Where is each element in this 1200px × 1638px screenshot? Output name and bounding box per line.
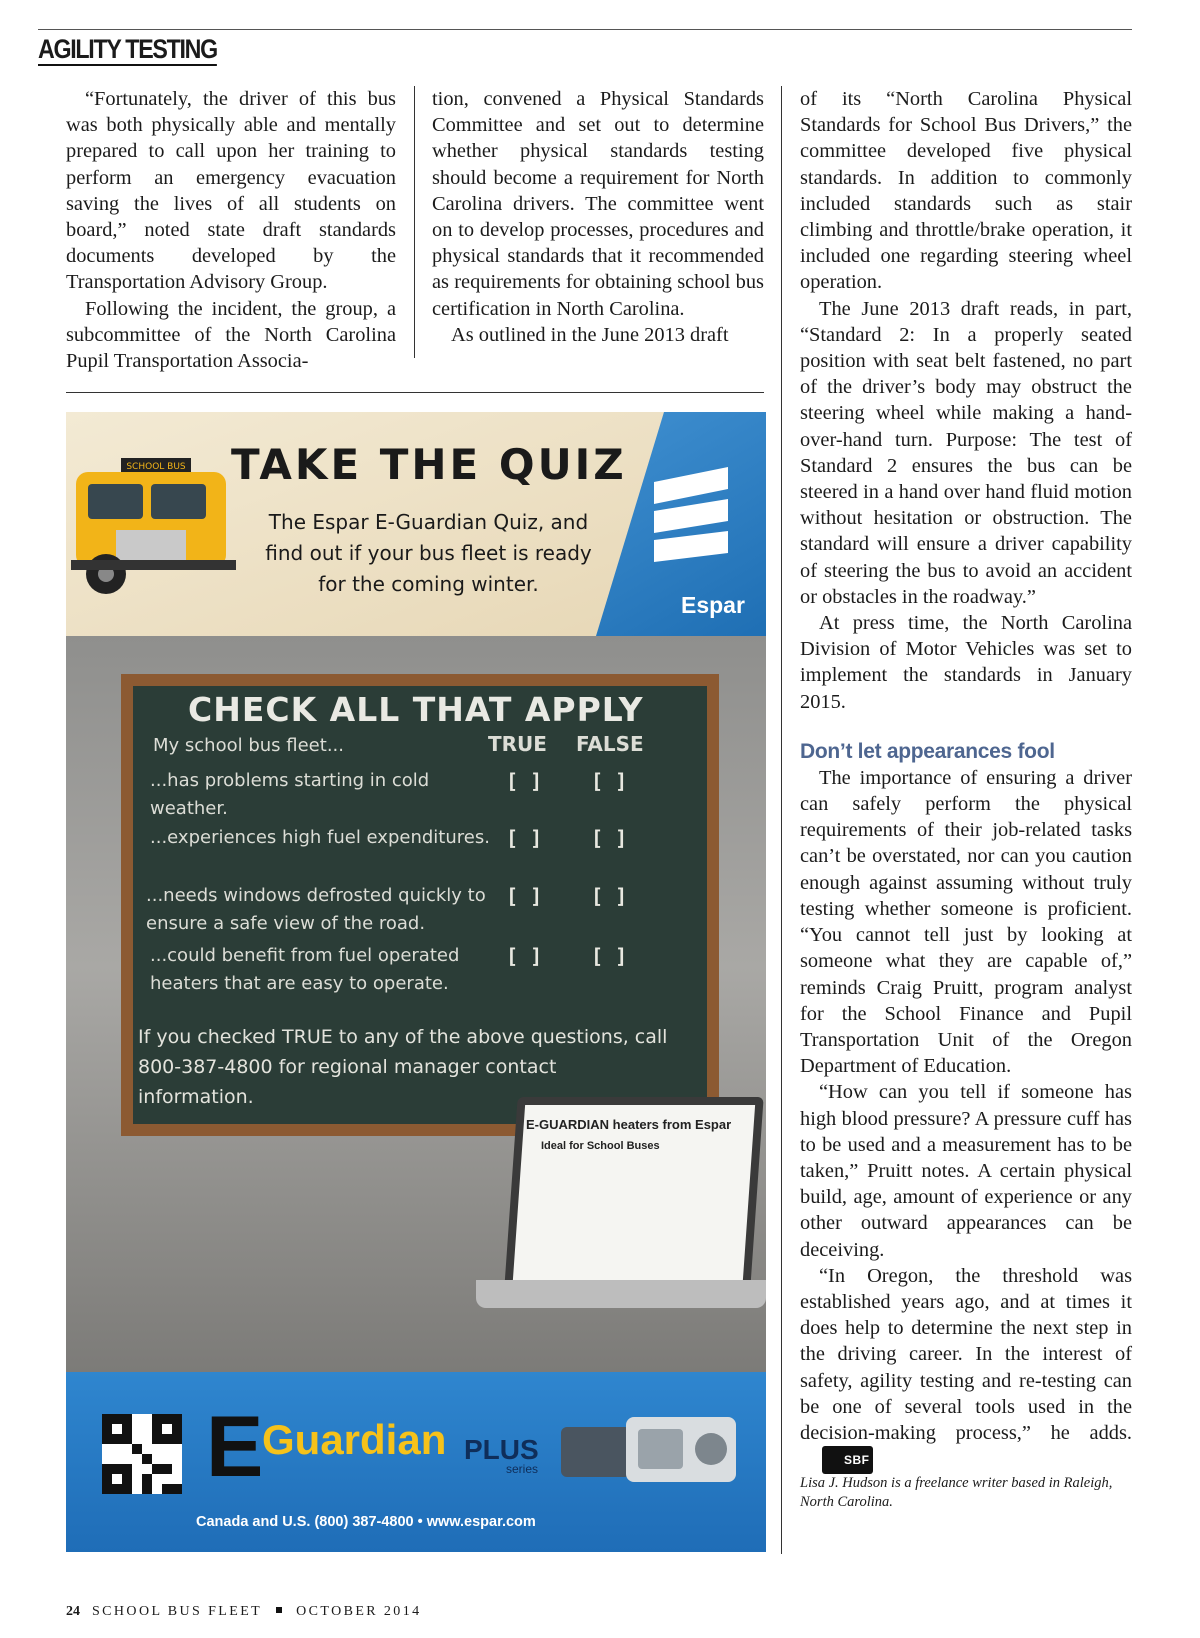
ad-subtitle: The Espar E-Guardian Quiz, and find out if your bus fleet is ready for the coming winter. (265, 510, 592, 596)
paragraph: “Fortunately, the driver of this bus was both physically able and mentally prepared to call upon her training to perform an emergency evacuation saving the lives of all students on board,” noted state draft standards documents developed by the Transportation Advisory Group. (66, 88, 396, 294)
article-column-1 (66, 86, 396, 374)
false-column-header: FALSE (576, 732, 644, 756)
magazine-name: SCHOOL BUS FLEET (92, 1604, 263, 1619)
eguardian-logo-word: Guardian (262, 1416, 447, 1463)
laptop-base (476, 1280, 766, 1308)
false-checkbox[interactable]: [ ] (591, 826, 628, 850)
paragraph (800, 1263, 1132, 1475)
paragraph: of its “North Carolina Physical Standards for School Bus Drivers,” the committee developed five physical standards. In addition to commonly included standards such as stair climbing and throttle/brake operation, it included one regarding steering wheel operation. (800, 88, 1132, 294)
board-title: CHECK ALL THAT APPLY (188, 690, 644, 729)
article-column-3 (800, 86, 1132, 1512)
espar-advertisement[interactable] (66, 412, 766, 1552)
paragraph: As outlined in the June 2013 draft (451, 323, 729, 346)
issue-date: OCTOBER 2014 (296, 1604, 422, 1619)
board-intro: My school bus fleet... (153, 735, 344, 756)
true-column-header: TRUE (488, 732, 547, 756)
paragraph: tion, convened a Physical Standards Committee and set out to determine whether physical standards testing should become a requirement for North Carolina drivers. The committee went on to develop processes, procedures and physical standards that it recommended as requirements for obtaining school bus certification in North Carolina. (432, 88, 764, 320)
school-bus-illustration (66, 452, 241, 602)
true-checkbox[interactable]: [ ] (506, 826, 543, 850)
ad-title: TAKE THE QUIZ (231, 440, 627, 489)
column-divider (414, 86, 415, 358)
quiz-item: ...needs windows defrosted quickly to ensure a safe view of the road. (146, 885, 486, 934)
false-checkbox[interactable]: [ ] (591, 769, 628, 793)
paragraph: Following the incident, the group, a subcommittee of the North Carolina Pupil Transportation Associa- (66, 297, 396, 373)
author-bio: Lisa J. Hudson is a freelance writer based in Raleigh, North Carolina. (800, 1475, 1113, 1511)
eguardian-logo-series: series (506, 1462, 539, 1476)
ad-separator-rule (66, 392, 764, 393)
board-footer: If you checked TRUE to any of the above questions, call 800-387-4800 for regional manager contact information. (138, 1026, 668, 1108)
paragraph: The importance of ensuring a driver can safely perform the physical requirements of their job-related tasks can’t be overstated, nor can you caution enough against assuming without truly testing whether someone is proficient. “You cannot tell just by looking at someone what they are capable of,” reminds Craig Pruitt, program analyst for the School Finance and Pupil Transportation Unit of the Oregon Department of Education. (800, 766, 1132, 1078)
paragraph: “How can you tell if someone has high blood pressure? A pressure cuff has to be used and a measurement has to be taken,” Pruitt notes. A certain physical build, age, amount of experience or any other outward appearances can be deceiving. (800, 1081, 1132, 1261)
paragraph: At press time, the North Carolina Division of Motor Vehicles was set to implement the standards in January 2015. (800, 612, 1132, 713)
quiz-item: ...experiences high fuel expenditures. (150, 827, 490, 848)
false-checkbox[interactable]: [ ] (591, 944, 628, 968)
quiz-item: ...has problems starting in cold weather. (150, 770, 430, 819)
paragraph-text: “In Oregon, the threshold was established years ago, and at times it does help to determine the next step in the driving career. In the interest of safety, agility testing and re-testing can be one of several tools used in the decision-making process,” he adds. (800, 1264, 1132, 1444)
eguardian-logo-e: E (206, 1399, 264, 1495)
heater-product-image (556, 1407, 746, 1497)
false-checkbox[interactable]: [ ] (591, 884, 628, 908)
bus-sign: SCHOOL BUS (126, 462, 186, 472)
qr-code-icon[interactable] (102, 1414, 182, 1494)
laptop-headline: E-GUARDIAN heaters from Espar (526, 1117, 732, 1132)
ad-contact-line: Canada and U.S. (800) 387-4800 • www.espar.com (196, 1514, 536, 1530)
true-checkbox[interactable]: [ ] (506, 884, 543, 908)
page-footer (66, 1604, 422, 1620)
eguardian-logo-plus: PLUS (464, 1434, 539, 1465)
true-checkbox[interactable]: [ ] (506, 944, 543, 968)
espar-logo-icon (654, 467, 728, 577)
espar-brand: Espar (681, 592, 745, 618)
true-checkbox[interactable]: [ ] (506, 769, 543, 793)
subheading: Don’t let appearances fool (800, 739, 1055, 763)
laptop-subline: Ideal for School Buses (541, 1140, 660, 1152)
section-label: AGILITY TESTING (38, 34, 217, 64)
footer-separator (276, 1607, 282, 1613)
page-number: 24 (66, 1604, 80, 1619)
quiz-item: ...could benefit from fuel operated heaters that are easy to operate. (150, 945, 460, 994)
top-rule (38, 29, 1132, 30)
paragraph: The June 2013 draft reads, in part, “Standard 2: In a properly seated position with seat belt fastened, no part of the driver’s body may obstruct the steering wheel while making a hand-over-hand turn. Purpose: The test of Standard 2 ensures the bus can be steered in a hand over hand fluid motion without hesitation or obstruction. The standard will ensure a driver capability of steering the bus to avoid an accident or obstacles in the roadway.” (800, 297, 1132, 608)
end-mark-logo: SBF (822, 1446, 873, 1474)
article-column-2 (432, 86, 764, 348)
column-divider (781, 86, 782, 1554)
